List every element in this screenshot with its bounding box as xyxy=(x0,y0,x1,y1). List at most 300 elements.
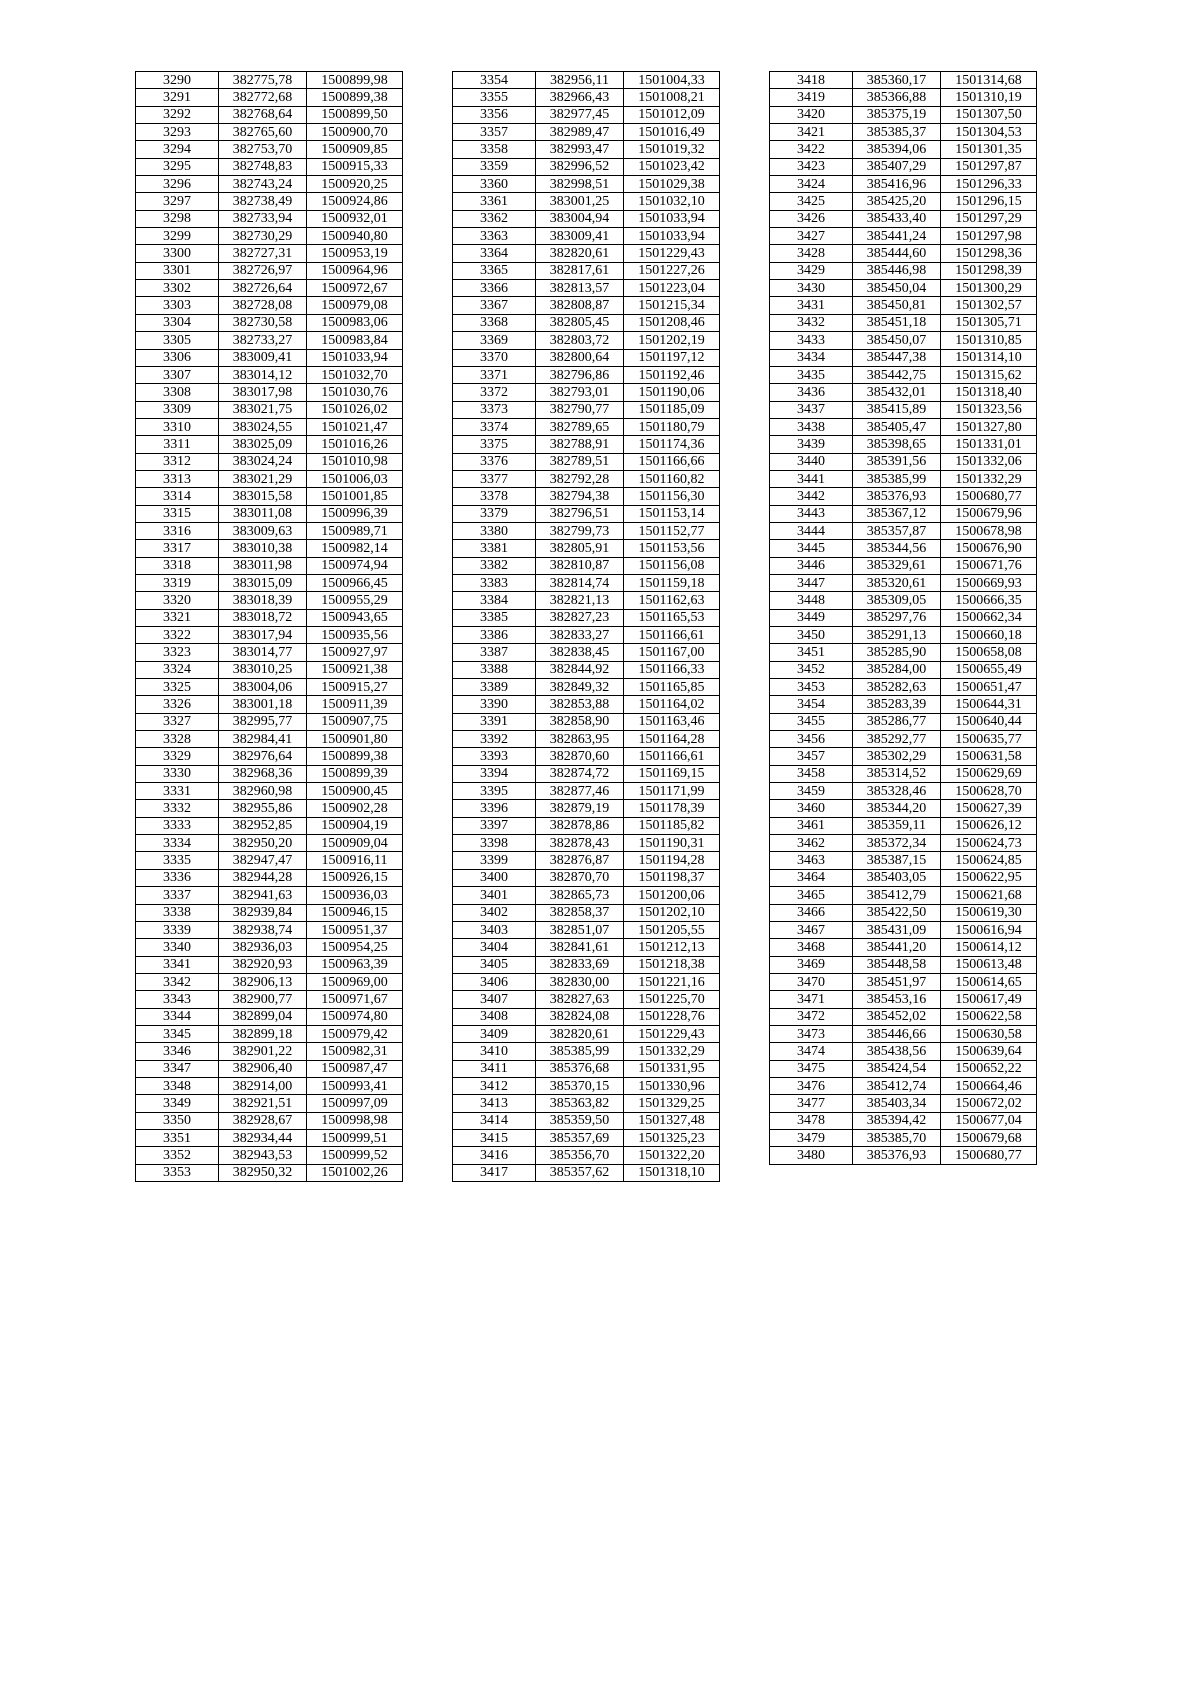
point-number-cell: 3390 xyxy=(453,696,536,713)
table-row xyxy=(136,592,403,609)
table-row xyxy=(453,262,720,279)
point-number-cell: 3395 xyxy=(453,783,536,800)
x-coordinate-cell: 382743,24 xyxy=(219,176,307,193)
table-row xyxy=(770,488,1037,505)
x-coordinate-cell: 382968,36 xyxy=(219,765,307,782)
table-row xyxy=(453,887,720,904)
y-coordinate-cell: 1501197,12 xyxy=(624,349,720,366)
table-row xyxy=(136,852,403,869)
table-row xyxy=(453,106,720,123)
x-coordinate-cell: 382878,43 xyxy=(536,835,624,852)
y-coordinate-cell: 1500993,41 xyxy=(307,1077,403,1094)
table-row xyxy=(770,765,1037,782)
x-coordinate-cell: 385405,47 xyxy=(853,418,941,435)
x-coordinate-cell: 382899,18 xyxy=(219,1025,307,1042)
table-row xyxy=(770,332,1037,349)
point-number-cell: 3334 xyxy=(136,835,219,852)
table-row xyxy=(453,731,720,748)
y-coordinate-cell: 1500626,12 xyxy=(941,817,1037,834)
x-coordinate-cell: 385292,77 xyxy=(853,731,941,748)
y-coordinate-cell: 1501032,10 xyxy=(624,193,720,210)
x-coordinate-cell: 385328,46 xyxy=(853,783,941,800)
table-row xyxy=(453,661,720,678)
table-row xyxy=(136,366,403,383)
point-number-cell: 3449 xyxy=(770,609,853,626)
point-number-cell: 3342 xyxy=(136,973,219,990)
point-number-cell: 3297 xyxy=(136,193,219,210)
x-coordinate-cell: 385357,69 xyxy=(536,1129,624,1146)
x-coordinate-cell: 382878,86 xyxy=(536,817,624,834)
x-coordinate-cell: 385441,24 xyxy=(853,228,941,245)
table-row xyxy=(453,158,720,175)
x-coordinate-cell: 385356,70 xyxy=(536,1147,624,1164)
point-number-cell: 3425 xyxy=(770,193,853,210)
table-row xyxy=(453,713,720,730)
point-number-cell: 3442 xyxy=(770,488,853,505)
point-number-cell: 3471 xyxy=(770,991,853,1008)
x-coordinate-cell: 382876,87 xyxy=(536,852,624,869)
point-number-cell: 3396 xyxy=(453,800,536,817)
point-number-cell: 3388 xyxy=(453,661,536,678)
x-coordinate-cell: 385359,11 xyxy=(853,817,941,834)
y-coordinate-cell: 1501296,33 xyxy=(941,176,1037,193)
table-row xyxy=(136,158,403,175)
x-coordinate-cell: 382936,03 xyxy=(219,939,307,956)
point-number-cell: 3332 xyxy=(136,800,219,817)
x-coordinate-cell: 382956,11 xyxy=(536,72,624,89)
x-coordinate-cell: 382726,97 xyxy=(219,262,307,279)
point-number-cell: 3335 xyxy=(136,852,219,869)
y-coordinate-cell: 1501314,10 xyxy=(941,349,1037,366)
point-number-cell: 3422 xyxy=(770,141,853,158)
point-number-cell: 3386 xyxy=(453,627,536,644)
x-coordinate-cell: 385447,38 xyxy=(853,349,941,366)
point-number-cell: 3370 xyxy=(453,349,536,366)
point-number-cell: 3394 xyxy=(453,765,536,782)
x-coordinate-cell: 385403,05 xyxy=(853,869,941,886)
x-coordinate-cell: 382799,73 xyxy=(536,522,624,539)
x-coordinate-cell: 385416,96 xyxy=(853,176,941,193)
x-coordinate-cell: 385359,50 xyxy=(536,1112,624,1129)
x-coordinate-cell: 385314,52 xyxy=(853,765,941,782)
x-coordinate-cell: 383014,77 xyxy=(219,644,307,661)
x-coordinate-cell: 385286,77 xyxy=(853,713,941,730)
y-coordinate-cell: 1501323,56 xyxy=(941,401,1037,418)
point-number-cell: 3329 xyxy=(136,748,219,765)
point-number-cell: 3418 xyxy=(770,72,853,89)
coordinates-table-2 xyxy=(452,71,720,1182)
x-coordinate-cell: 382805,91 xyxy=(536,540,624,557)
y-coordinate-cell: 1500953,19 xyxy=(307,245,403,262)
table-row xyxy=(136,262,403,279)
y-coordinate-cell: 1501016,26 xyxy=(307,436,403,453)
point-number-cell: 3317 xyxy=(136,540,219,557)
y-coordinate-cell: 1501310,19 xyxy=(941,89,1037,106)
table-row xyxy=(770,1077,1037,1094)
y-coordinate-cell: 1501023,42 xyxy=(624,158,720,175)
y-coordinate-cell: 1500966,45 xyxy=(307,574,403,591)
x-coordinate-cell: 385450,04 xyxy=(853,280,941,297)
point-number-cell: 3380 xyxy=(453,522,536,539)
y-coordinate-cell: 1500907,75 xyxy=(307,713,403,730)
y-coordinate-cell: 1500613,48 xyxy=(941,956,1037,973)
x-coordinate-cell: 385372,34 xyxy=(853,835,941,852)
y-coordinate-cell: 1501332,29 xyxy=(941,470,1037,487)
x-coordinate-cell: 382730,58 xyxy=(219,314,307,331)
point-number-cell: 3298 xyxy=(136,210,219,227)
point-number-cell: 3379 xyxy=(453,505,536,522)
y-coordinate-cell: 1500639,64 xyxy=(941,1043,1037,1060)
point-number-cell: 3294 xyxy=(136,141,219,158)
x-coordinate-cell: 382984,41 xyxy=(219,731,307,748)
y-coordinate-cell: 1501180,79 xyxy=(624,418,720,435)
point-number-cell: 3299 xyxy=(136,228,219,245)
x-coordinate-cell: 382928,67 xyxy=(219,1112,307,1129)
table-row xyxy=(136,609,403,626)
y-coordinate-cell: 1500974,80 xyxy=(307,1008,403,1025)
y-coordinate-cell: 1501164,02 xyxy=(624,696,720,713)
point-number-cell: 3406 xyxy=(453,973,536,990)
y-coordinate-cell: 1500983,06 xyxy=(307,314,403,331)
point-number-cell: 3447 xyxy=(770,574,853,591)
x-coordinate-cell: 385398,65 xyxy=(853,436,941,453)
table-row xyxy=(770,852,1037,869)
y-coordinate-cell: 1500629,69 xyxy=(941,765,1037,782)
table-row xyxy=(136,696,403,713)
y-coordinate-cell: 1500652,22 xyxy=(941,1060,1037,1077)
point-number-cell: 3372 xyxy=(453,384,536,401)
y-coordinate-cell: 1500969,00 xyxy=(307,973,403,990)
point-number-cell: 3348 xyxy=(136,1077,219,1094)
point-number-cell: 3416 xyxy=(453,1147,536,1164)
table-row xyxy=(770,349,1037,366)
y-coordinate-cell: 1500921,38 xyxy=(307,661,403,678)
point-number-cell: 3419 xyxy=(770,89,853,106)
y-coordinate-cell: 1501200,06 xyxy=(624,887,720,904)
point-number-cell: 3467 xyxy=(770,921,853,938)
point-number-cell: 3292 xyxy=(136,106,219,123)
table-row xyxy=(136,401,403,418)
x-coordinate-cell: 385367,12 xyxy=(853,505,941,522)
x-coordinate-cell: 385375,19 xyxy=(853,106,941,123)
x-coordinate-cell: 385385,70 xyxy=(853,1129,941,1146)
y-coordinate-cell: 1501218,38 xyxy=(624,956,720,973)
x-coordinate-cell: 385376,68 xyxy=(536,1060,624,1077)
point-number-cell: 3356 xyxy=(453,106,536,123)
x-coordinate-cell: 382730,29 xyxy=(219,228,307,245)
x-coordinate-cell: 385385,99 xyxy=(536,1043,624,1060)
x-coordinate-cell: 382790,77 xyxy=(536,401,624,418)
point-number-cell: 3351 xyxy=(136,1129,219,1146)
y-coordinate-cell: 1501212,13 xyxy=(624,939,720,956)
point-number-cell: 3408 xyxy=(453,1008,536,1025)
x-coordinate-cell: 385431,09 xyxy=(853,921,941,938)
x-coordinate-cell: 383021,75 xyxy=(219,401,307,418)
x-coordinate-cell: 385450,07 xyxy=(853,332,941,349)
y-coordinate-cell: 1500619,30 xyxy=(941,904,1037,921)
x-coordinate-cell: 382775,78 xyxy=(219,72,307,89)
x-coordinate-cell: 383004,06 xyxy=(219,679,307,696)
point-number-cell: 3320 xyxy=(136,592,219,609)
point-number-cell: 3400 xyxy=(453,869,536,886)
table-row xyxy=(453,366,720,383)
y-coordinate-cell: 1501019,32 xyxy=(624,141,720,158)
point-number-cell: 3323 xyxy=(136,644,219,661)
point-number-cell: 3459 xyxy=(770,783,853,800)
y-coordinate-cell: 1501033,94 xyxy=(624,210,720,227)
y-coordinate-cell: 1500932,01 xyxy=(307,210,403,227)
table-row xyxy=(770,1025,1037,1042)
point-number-cell: 3477 xyxy=(770,1095,853,1112)
y-coordinate-cell: 1501301,35 xyxy=(941,141,1037,158)
x-coordinate-cell: 383025,09 xyxy=(219,436,307,453)
x-coordinate-cell: 382796,86 xyxy=(536,366,624,383)
x-coordinate-cell: 382753,70 xyxy=(219,141,307,158)
x-coordinate-cell: 382906,40 xyxy=(219,1060,307,1077)
point-number-cell: 3303 xyxy=(136,297,219,314)
table-row xyxy=(770,366,1037,383)
y-coordinate-cell: 1500680,77 xyxy=(941,488,1037,505)
x-coordinate-cell: 383010,38 xyxy=(219,540,307,557)
table-row xyxy=(770,661,1037,678)
y-coordinate-cell: 1501205,55 xyxy=(624,921,720,938)
x-coordinate-cell: 382934,44 xyxy=(219,1129,307,1146)
x-coordinate-cell: 382733,27 xyxy=(219,332,307,349)
point-number-cell: 3413 xyxy=(453,1095,536,1112)
y-coordinate-cell: 1500660,18 xyxy=(941,627,1037,644)
x-coordinate-cell: 382899,04 xyxy=(219,1008,307,1025)
point-number-cell: 3382 xyxy=(453,557,536,574)
table-row xyxy=(453,418,720,435)
table-row xyxy=(453,488,720,505)
x-coordinate-cell: 382955,86 xyxy=(219,800,307,817)
point-number-cell: 3417 xyxy=(453,1164,536,1181)
table-row xyxy=(136,1112,403,1129)
y-coordinate-cell: 1500979,42 xyxy=(307,1025,403,1042)
y-coordinate-cell: 1500651,47 xyxy=(941,679,1037,696)
point-number-cell: 3364 xyxy=(453,245,536,262)
point-number-cell: 3470 xyxy=(770,973,853,990)
x-coordinate-cell: 382938,74 xyxy=(219,921,307,938)
point-number-cell: 3339 xyxy=(136,921,219,938)
x-coordinate-cell: 385284,00 xyxy=(853,661,941,678)
y-coordinate-cell: 1500964,96 xyxy=(307,262,403,279)
table-row xyxy=(770,731,1037,748)
point-number-cell: 3443 xyxy=(770,505,853,522)
x-coordinate-cell: 385376,93 xyxy=(853,1147,941,1164)
x-coordinate-cell: 382820,61 xyxy=(536,245,624,262)
y-coordinate-cell: 1500915,33 xyxy=(307,158,403,175)
table-row xyxy=(453,1043,720,1060)
y-coordinate-cell: 1500622,95 xyxy=(941,869,1037,886)
table-row xyxy=(453,141,720,158)
table-row xyxy=(136,800,403,817)
point-number-cell: 3352 xyxy=(136,1147,219,1164)
y-coordinate-cell: 1500979,08 xyxy=(307,297,403,314)
y-coordinate-cell: 1500640,44 xyxy=(941,713,1037,730)
x-coordinate-cell: 382870,60 xyxy=(536,748,624,765)
table-row xyxy=(136,627,403,644)
point-number-cell: 3435 xyxy=(770,366,853,383)
x-coordinate-cell: 382813,57 xyxy=(536,280,624,297)
x-coordinate-cell: 382993,47 xyxy=(536,141,624,158)
y-coordinate-cell: 1500924,86 xyxy=(307,193,403,210)
y-coordinate-cell: 1501171,99 xyxy=(624,783,720,800)
table-row xyxy=(136,106,403,123)
y-coordinate-cell: 1500954,25 xyxy=(307,939,403,956)
x-coordinate-cell: 383010,25 xyxy=(219,661,307,678)
point-number-cell: 3363 xyxy=(453,228,536,245)
x-coordinate-cell: 382851,07 xyxy=(536,921,624,938)
y-coordinate-cell: 1501329,25 xyxy=(624,1095,720,1112)
table-row xyxy=(453,835,720,852)
x-coordinate-cell: 385415,89 xyxy=(853,401,941,418)
y-coordinate-cell: 1501296,15 xyxy=(941,193,1037,210)
x-coordinate-cell: 385422,50 xyxy=(853,904,941,921)
y-coordinate-cell: 1500982,14 xyxy=(307,540,403,557)
table-row xyxy=(770,245,1037,262)
point-number-cell: 3421 xyxy=(770,124,853,141)
x-coordinate-cell: 385424,54 xyxy=(853,1060,941,1077)
table-row xyxy=(770,713,1037,730)
table-row xyxy=(136,956,403,973)
table-row xyxy=(770,1060,1037,1077)
x-coordinate-cell: 382820,61 xyxy=(536,1025,624,1042)
point-number-cell: 3466 xyxy=(770,904,853,921)
x-coordinate-cell: 383001,25 xyxy=(536,193,624,210)
point-number-cell: 3295 xyxy=(136,158,219,175)
coordinates-table-3 xyxy=(769,71,1037,1165)
table-row xyxy=(136,505,403,522)
table-row xyxy=(770,835,1037,852)
y-coordinate-cell: 1501297,87 xyxy=(941,158,1037,175)
table-row xyxy=(453,1095,720,1112)
table-row xyxy=(136,557,403,574)
x-coordinate-cell: 382726,64 xyxy=(219,280,307,297)
point-number-cell: 3325 xyxy=(136,679,219,696)
y-coordinate-cell: 1500658,08 xyxy=(941,644,1037,661)
y-coordinate-cell: 1500672,02 xyxy=(941,1095,1037,1112)
table-row xyxy=(453,592,720,609)
x-coordinate-cell: 383018,72 xyxy=(219,609,307,626)
table-row xyxy=(136,869,403,886)
x-coordinate-cell: 385291,13 xyxy=(853,627,941,644)
x-coordinate-cell: 382830,00 xyxy=(536,973,624,990)
x-coordinate-cell: 385451,18 xyxy=(853,314,941,331)
point-number-cell: 3414 xyxy=(453,1112,536,1129)
table-row xyxy=(136,72,403,89)
y-coordinate-cell: 1501153,14 xyxy=(624,505,720,522)
table-row xyxy=(453,1077,720,1094)
x-coordinate-cell: 385357,62 xyxy=(536,1164,624,1181)
x-coordinate-cell: 382788,91 xyxy=(536,436,624,453)
y-coordinate-cell: 1500974,94 xyxy=(307,557,403,574)
table-row xyxy=(770,72,1037,89)
point-number-cell: 3315 xyxy=(136,505,219,522)
x-coordinate-cell: 382814,74 xyxy=(536,574,624,591)
y-coordinate-cell: 1501012,09 xyxy=(624,106,720,123)
table-row xyxy=(453,800,720,817)
point-number-cell: 3439 xyxy=(770,436,853,453)
point-number-cell: 3451 xyxy=(770,644,853,661)
y-coordinate-cell: 1501318,10 xyxy=(624,1164,720,1181)
point-number-cell: 3296 xyxy=(136,176,219,193)
table-row xyxy=(453,817,720,834)
y-coordinate-cell: 1500900,45 xyxy=(307,783,403,800)
table-row xyxy=(453,644,720,661)
x-coordinate-cell: 383018,39 xyxy=(219,592,307,609)
table-row xyxy=(453,314,720,331)
y-coordinate-cell: 1501152,77 xyxy=(624,522,720,539)
point-number-cell: 3336 xyxy=(136,869,219,886)
y-coordinate-cell: 1501307,50 xyxy=(941,106,1037,123)
y-coordinate-cell: 1500644,31 xyxy=(941,696,1037,713)
y-coordinate-cell: 1501163,46 xyxy=(624,713,720,730)
y-coordinate-cell: 1500631,58 xyxy=(941,748,1037,765)
point-number-cell: 3387 xyxy=(453,644,536,661)
x-coordinate-cell: 382996,52 xyxy=(536,158,624,175)
y-coordinate-cell: 1500997,09 xyxy=(307,1095,403,1112)
x-coordinate-cell: 382768,64 xyxy=(219,106,307,123)
point-number-cell: 3310 xyxy=(136,418,219,435)
table-row xyxy=(453,679,720,696)
point-number-cell: 3452 xyxy=(770,661,853,678)
table-row xyxy=(453,245,720,262)
point-number-cell: 3412 xyxy=(453,1077,536,1094)
point-number-cell: 3468 xyxy=(770,939,853,956)
table-row xyxy=(453,991,720,1008)
table-row xyxy=(770,574,1037,591)
table-row xyxy=(453,332,720,349)
table-row xyxy=(136,141,403,158)
table-row xyxy=(770,644,1037,661)
y-coordinate-cell: 1500617,49 xyxy=(941,991,1037,1008)
table-row xyxy=(136,679,403,696)
table-row xyxy=(453,1129,720,1146)
x-coordinate-cell: 382865,73 xyxy=(536,887,624,904)
y-coordinate-cell: 1501169,15 xyxy=(624,765,720,782)
y-coordinate-cell: 1501166,61 xyxy=(624,748,720,765)
point-number-cell: 3378 xyxy=(453,488,536,505)
point-number-cell: 3464 xyxy=(770,869,853,886)
point-number-cell: 3426 xyxy=(770,210,853,227)
x-coordinate-cell: 385302,29 xyxy=(853,748,941,765)
table-row xyxy=(770,1095,1037,1112)
y-coordinate-cell: 1501331,95 xyxy=(624,1060,720,1077)
x-coordinate-cell: 385412,79 xyxy=(853,887,941,904)
x-coordinate-cell: 382950,32 xyxy=(219,1164,307,1181)
table-row xyxy=(453,540,720,557)
y-coordinate-cell: 1500614,65 xyxy=(941,973,1037,990)
point-number-cell: 3436 xyxy=(770,384,853,401)
point-number-cell: 3362 xyxy=(453,210,536,227)
point-number-cell: 3401 xyxy=(453,887,536,904)
y-coordinate-cell: 1501033,94 xyxy=(307,349,403,366)
y-coordinate-cell: 1501029,38 xyxy=(624,176,720,193)
point-number-cell: 3328 xyxy=(136,731,219,748)
table-row xyxy=(453,193,720,210)
point-number-cell: 3454 xyxy=(770,696,853,713)
point-number-cell: 3476 xyxy=(770,1077,853,1094)
table-row xyxy=(136,1008,403,1025)
x-coordinate-cell: 382921,51 xyxy=(219,1095,307,1112)
x-coordinate-cell: 382793,01 xyxy=(536,384,624,401)
point-number-cell: 3391 xyxy=(453,713,536,730)
table-row xyxy=(770,921,1037,938)
point-number-cell: 3480 xyxy=(770,1147,853,1164)
x-coordinate-cell: 382858,37 xyxy=(536,904,624,921)
y-coordinate-cell: 1501153,56 xyxy=(624,540,720,557)
